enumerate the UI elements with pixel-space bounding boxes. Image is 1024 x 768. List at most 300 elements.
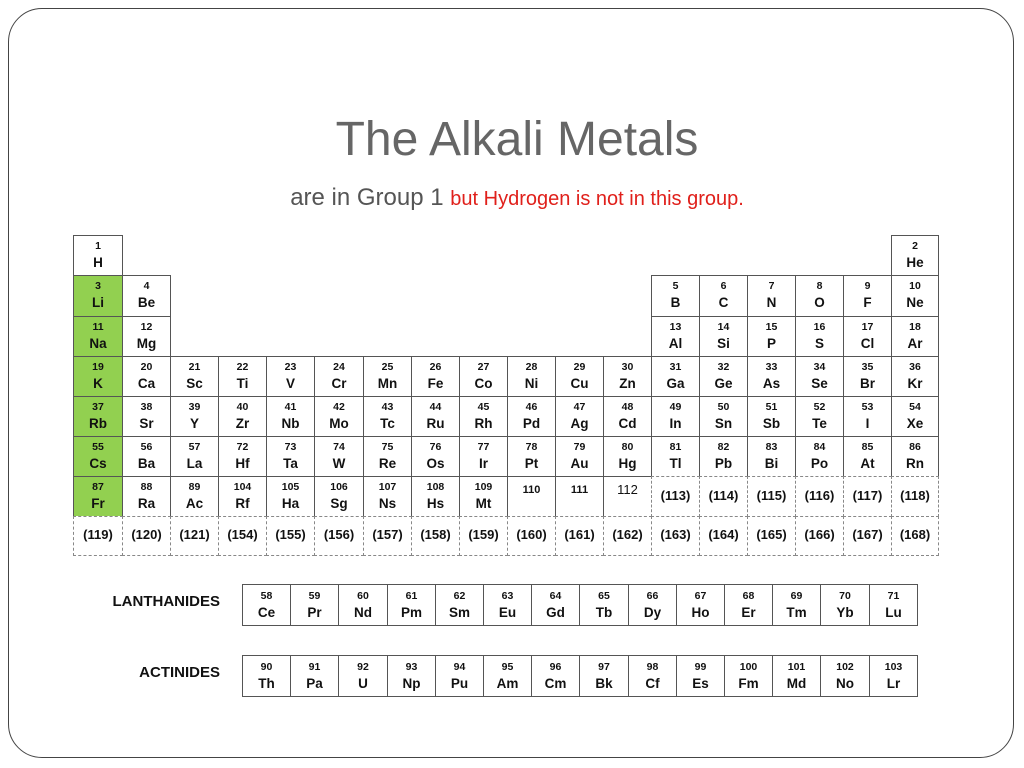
atomic-number: 28 — [525, 361, 538, 373]
element-symbol: La — [186, 456, 203, 471]
atomic-number: 8 — [816, 280, 823, 292]
element-symbol: Ga — [666, 376, 685, 391]
element-symbol: Pd — [522, 416, 541, 431]
placeholder-number: (162) — [612, 527, 643, 542]
element-cell — [891, 436, 939, 477]
element-cell — [843, 356, 892, 397]
atomic-number: 21 — [188, 361, 201, 373]
element-symbol: Am — [496, 676, 519, 691]
element-symbol: K — [93, 376, 103, 391]
atomic-number: 64 — [549, 590, 562, 602]
placeholder-number: (154) — [227, 527, 258, 542]
element-cell — [218, 396, 267, 437]
element-symbol: Mo — [329, 416, 349, 431]
atomic-number: 35 — [861, 361, 874, 373]
element-cell — [411, 436, 460, 477]
atomic-number: 52 — [813, 401, 826, 413]
subtitle-text: are in Group 1 — [290, 184, 444, 211]
placeholder-number: (164) — [708, 527, 739, 542]
element-symbol: Sn — [714, 416, 733, 431]
atomic-number: 9 — [864, 280, 871, 292]
element-symbol: Cs — [89, 456, 107, 471]
element-cell — [869, 655, 918, 697]
element-symbol: Te — [812, 416, 827, 431]
element-symbol: Es — [692, 676, 709, 691]
atomic-number: 100 — [739, 661, 758, 673]
atomic-number: 62 — [453, 590, 466, 602]
element-cell — [507, 476, 556, 517]
atomic-number: 82 — [717, 441, 730, 453]
atomic-number: 11 — [92, 321, 104, 333]
element-cell — [387, 655, 436, 697]
element-cell — [459, 396, 508, 437]
element-symbol: Zr — [235, 416, 250, 431]
atomic-number: 32 — [717, 361, 730, 373]
element-symbol: Y — [189, 416, 199, 431]
element-symbol: Cf — [645, 676, 660, 691]
placeholder-number: (167) — [852, 527, 883, 542]
element-symbol: B — [670, 295, 681, 310]
element-symbol: Md — [786, 676, 807, 691]
element-symbol: Mt — [475, 496, 492, 511]
slide-title: The Alkali Metals — [335, 113, 699, 166]
element-cell — [73, 436, 123, 477]
atomic-number: 34 — [813, 361, 826, 373]
element-cell — [435, 584, 484, 626]
element-symbol: Br — [859, 376, 875, 391]
element-cell — [122, 316, 171, 357]
atomic-number: 99 — [694, 661, 707, 673]
element-cell — [843, 436, 892, 477]
element-cell — [363, 436, 412, 477]
atomic-number: 30 — [621, 361, 634, 373]
atomic-number: 37 — [92, 401, 104, 413]
element-cell — [363, 396, 412, 437]
atomic-number: 63 — [501, 590, 514, 602]
atomic-number: 80 — [621, 441, 634, 453]
placeholder-number: (166) — [804, 527, 835, 542]
element-cell — [338, 655, 388, 697]
element-symbol: At — [860, 456, 875, 471]
element-cell — [314, 356, 364, 397]
element-symbol: Ba — [137, 456, 156, 471]
element-symbol: Rh — [474, 416, 493, 431]
atomic-number: 51 — [765, 401, 778, 413]
element-cell — [603, 516, 652, 556]
element-cell — [843, 476, 892, 517]
atomic-number: 102 — [836, 661, 854, 673]
atomic-number: 68 — [742, 590, 755, 602]
atomic-number: 16 — [813, 321, 826, 333]
atomic-number: 29 — [573, 361, 586, 373]
element-cell — [603, 476, 652, 517]
element-cell — [651, 316, 700, 357]
element-cell — [891, 516, 939, 556]
element-cell — [747, 516, 796, 556]
atomic-number: 90 — [260, 661, 273, 673]
element-symbol: S — [814, 336, 824, 351]
atomic-number: 88 — [140, 481, 153, 493]
element-symbol: Sg — [330, 496, 348, 511]
element-cell — [651, 356, 700, 397]
element-symbol: Tl — [669, 456, 682, 471]
element-cell — [459, 436, 508, 477]
element-cell — [891, 275, 939, 317]
element-cell — [772, 655, 821, 697]
element-cell — [795, 396, 844, 437]
element-symbol: Ce — [257, 605, 276, 620]
atomic-number: 96 — [549, 661, 562, 673]
element-symbol: Cd — [618, 416, 637, 431]
element-symbol: Na — [89, 336, 107, 351]
placeholder-number: (159) — [468, 527, 499, 542]
element-symbol: Au — [570, 456, 589, 471]
element-cell — [891, 356, 939, 397]
atomic-number: 65 — [598, 590, 610, 602]
atomic-number: 106 — [330, 481, 348, 493]
atomic-number: 108 — [426, 481, 445, 493]
element-symbol: As — [762, 376, 781, 391]
atomic-number: 74 — [333, 441, 345, 453]
placeholder-number: (158) — [420, 527, 451, 542]
element-cell — [724, 584, 773, 626]
element-symbol: Ac — [185, 496, 204, 511]
element-cell — [555, 396, 604, 437]
atomic-number: 27 — [477, 361, 490, 373]
element-cell — [651, 396, 700, 437]
element-cell — [290, 655, 339, 697]
element-symbol: N — [766, 295, 777, 310]
atomic-number: 98 — [646, 661, 659, 673]
element-cell — [73, 356, 123, 397]
element-cell — [411, 396, 460, 437]
element-cell — [820, 584, 870, 626]
atomic-number: 87 — [92, 481, 104, 493]
element-cell — [747, 275, 796, 317]
element-cell — [73, 396, 123, 437]
element-symbol: Dy — [643, 605, 662, 620]
atomic-number: 91 — [308, 661, 321, 673]
atomic-number: 40 — [236, 401, 249, 413]
element-symbol: Ar — [907, 336, 923, 351]
element-cell — [290, 584, 339, 626]
element-cell — [843, 516, 892, 556]
element-symbol: Pr — [307, 605, 322, 620]
element-symbol: C — [718, 295, 729, 310]
atomic-number: 73 — [284, 441, 297, 453]
element-cell — [699, 275, 748, 317]
element-cell — [218, 356, 267, 397]
atomic-number: 45 — [477, 401, 490, 413]
element-cell — [507, 436, 556, 477]
atomic-number: 57 — [188, 441, 201, 453]
element-symbol: Se — [811, 376, 828, 391]
element-cell — [314, 516, 364, 556]
element-symbol: Ge — [714, 376, 733, 391]
atomic-number: 5 — [672, 280, 679, 292]
element-cell — [459, 516, 508, 556]
element-cell — [603, 356, 652, 397]
atomic-number: 38 — [140, 401, 153, 413]
element-symbol: Re — [378, 456, 397, 471]
element-cell — [869, 584, 918, 626]
element-symbol: Mn — [377, 376, 398, 391]
element-cell — [170, 476, 219, 517]
element-cell — [795, 316, 844, 357]
element-cell — [507, 356, 556, 397]
element-symbol: Sr — [139, 416, 154, 431]
atomic-number: 79 — [573, 441, 586, 453]
element-symbol: Rb — [89, 416, 107, 431]
element-symbol: Yb — [836, 605, 854, 620]
atomic-number: 43 — [381, 401, 394, 413]
placeholder-number: (157) — [372, 527, 403, 542]
element-cell — [747, 316, 796, 357]
atomic-number: 2 — [912, 240, 918, 252]
element-cell — [747, 476, 796, 517]
element-symbol: Pa — [306, 676, 323, 691]
element-symbol: Co — [474, 376, 493, 391]
element-cell — [242, 584, 291, 626]
element-symbol: Sb — [762, 416, 781, 431]
atomic-number: 49 — [669, 401, 682, 413]
element-cell — [242, 655, 291, 697]
atomic-number: 44 — [429, 401, 442, 413]
placeholder-number: (119) — [83, 527, 113, 542]
element-cell — [363, 516, 412, 556]
atomic-number: 50 — [717, 401, 730, 413]
element-symbol: Ha — [281, 496, 300, 511]
actinides-label: ACTINIDES — [139, 664, 220, 681]
element-symbol: Cl — [860, 336, 875, 351]
element-cell — [603, 436, 652, 477]
element-cell — [555, 436, 604, 477]
element-cell — [676, 655, 725, 697]
placeholder-number: (165) — [756, 527, 787, 542]
element-symbol: Ni — [524, 376, 539, 391]
atomic-number: 89 — [188, 481, 201, 493]
atomic-number: 1 — [95, 240, 101, 252]
element-symbol: Mg — [136, 336, 157, 351]
element-cell — [266, 356, 315, 397]
element-symbol: He — [906, 255, 924, 270]
element-symbol: Ho — [691, 605, 710, 620]
atomic-number: 39 — [188, 401, 201, 413]
element-cell — [843, 396, 892, 437]
atomic-number: 109 — [474, 481, 493, 493]
element-cell — [483, 584, 532, 626]
element-symbol: Pm — [400, 605, 422, 620]
element-cell — [218, 436, 267, 477]
slide-subtitle — [0, 184, 1024, 212]
element-cell — [218, 476, 267, 517]
element-cell — [170, 436, 219, 477]
element-cell — [579, 655, 629, 697]
element-cell — [483, 655, 532, 697]
element-cell — [218, 516, 267, 556]
atomic-number: 76 — [429, 441, 442, 453]
element-symbol: Li — [92, 295, 104, 310]
element-symbol: Ra — [137, 496, 156, 511]
element-cell — [891, 235, 939, 276]
atomic-number: 12 — [140, 321, 153, 333]
element-symbol: Ag — [570, 416, 589, 431]
atomic-number: 20 — [140, 361, 153, 373]
atomic-number: 19 — [92, 361, 104, 373]
element-cell — [747, 436, 796, 477]
atomic-number: 36 — [909, 361, 921, 373]
element-symbol: Ca — [137, 376, 156, 391]
atomic-number: 23 — [284, 361, 297, 373]
element-symbol: Pt — [524, 456, 539, 471]
atomic-number: 10 — [909, 280, 921, 292]
element-symbol: Rf — [235, 496, 250, 511]
element-cell — [843, 316, 892, 357]
element-cell — [531, 584, 580, 626]
element-cell — [459, 476, 508, 517]
element-symbol: Nd — [354, 605, 372, 620]
atomic-number: 72 — [236, 441, 249, 453]
element-symbol: Rn — [906, 456, 924, 471]
element-symbol: Ru — [426, 416, 445, 431]
atomic-number: 55 — [92, 441, 104, 453]
atomic-number: 92 — [357, 661, 369, 673]
placeholder-number: (116) — [804, 488, 835, 503]
element-symbol: F — [863, 295, 872, 310]
element-cell — [795, 516, 844, 556]
element-symbol: Tm — [786, 605, 807, 620]
element-symbol: Tb — [595, 605, 613, 620]
atomic-number: 78 — [525, 441, 538, 453]
atomic-number: 61 — [405, 590, 418, 602]
element-symbol: H — [93, 255, 103, 270]
placeholder-number: (120) — [131, 527, 162, 542]
element-cell — [122, 396, 171, 437]
element-symbol: Bk — [595, 676, 613, 691]
element-cell — [411, 356, 460, 397]
element-cell — [628, 655, 677, 697]
atomic-number: 54 — [909, 401, 921, 413]
element-cell — [843, 275, 892, 317]
element-cell — [699, 316, 748, 357]
element-symbol: Sc — [186, 376, 203, 391]
element-cell — [73, 476, 123, 517]
element-cell — [266, 436, 315, 477]
placeholder-number: (163) — [660, 527, 691, 542]
element-symbol: Tc — [380, 416, 395, 431]
element-cell — [73, 275, 123, 317]
element-cell — [411, 476, 460, 517]
element-symbol: V — [285, 376, 295, 391]
atomic-number: 58 — [260, 590, 273, 602]
element-symbol: I — [865, 416, 870, 431]
atomic-number: 97 — [598, 661, 610, 673]
atomic-number: 15 — [765, 321, 778, 333]
placeholder-number: (156) — [323, 527, 355, 542]
element-symbol: In — [669, 416, 682, 431]
element-cell — [507, 516, 556, 556]
element-symbol: Pb — [714, 456, 733, 471]
element-cell — [628, 584, 677, 626]
atomic-number: 75 — [381, 441, 394, 453]
element-cell — [411, 516, 460, 556]
element-cell — [73, 235, 123, 276]
element-symbol: Os — [426, 456, 445, 471]
placeholder-number: (155) — [275, 527, 306, 542]
atomic-number: 22 — [236, 361, 249, 373]
element-cell — [651, 516, 700, 556]
element-cell — [579, 584, 629, 626]
element-cell — [73, 316, 123, 357]
element-cell — [266, 476, 315, 517]
atomic-number: 59 — [308, 590, 321, 602]
element-cell — [170, 396, 219, 437]
element-cell — [363, 356, 412, 397]
element-cell — [122, 275, 171, 317]
element-symbol: Ne — [906, 295, 924, 310]
atomic-number: 66 — [646, 590, 659, 602]
element-cell — [891, 316, 939, 357]
atomic-number: 60 — [357, 590, 369, 602]
atomic-number: 70 — [839, 590, 851, 602]
atomic-number: 77 — [477, 441, 490, 453]
atomic-number: 6 — [720, 280, 727, 292]
element-cell — [555, 476, 604, 517]
atomic-number: 83 — [765, 441, 778, 453]
element-symbol: Sm — [448, 605, 470, 620]
element-cell — [531, 655, 580, 697]
element-cell — [795, 436, 844, 477]
element-cell — [507, 396, 556, 437]
element-symbol: Cr — [331, 376, 347, 391]
atomic-number: 25 — [381, 361, 394, 373]
element-cell — [363, 476, 412, 517]
element-cell — [651, 436, 700, 477]
element-symbol: Kr — [907, 376, 923, 391]
atomic-number: 17 — [861, 321, 874, 333]
atomic-number: 18 — [909, 321, 921, 333]
element-symbol: Lr — [886, 676, 901, 691]
element-cell — [314, 476, 364, 517]
element-cell — [314, 396, 364, 437]
element-cell — [699, 436, 748, 477]
atomic-number: 4 — [143, 280, 150, 292]
element-cell — [651, 476, 700, 517]
element-cell — [555, 356, 604, 397]
atomic-number: 13 — [669, 321, 682, 333]
element-cell — [266, 516, 315, 556]
element-cell — [122, 436, 171, 477]
element-cell — [820, 655, 870, 697]
element-cell — [699, 476, 748, 517]
element-symbol: Eu — [498, 605, 517, 620]
atomic-number: 14 — [717, 321, 730, 333]
atomic-number: 48 — [621, 401, 634, 413]
element-symbol: Al — [668, 336, 683, 351]
placeholder-number: (118) — [900, 488, 930, 503]
atomic-number: 46 — [525, 401, 538, 413]
element-symbol: Hs — [426, 496, 445, 511]
atomic-number: 69 — [790, 590, 803, 602]
element-cell — [891, 476, 939, 517]
element-symbol: Hg — [618, 456, 637, 471]
element-symbol: Fm — [738, 676, 759, 691]
element-symbol: Pu — [450, 676, 469, 691]
element-cell — [170, 516, 219, 556]
element-symbol: Gd — [546, 605, 565, 620]
atomic-number: 3 — [95, 280, 101, 292]
placeholder-number: (113) — [660, 488, 691, 503]
